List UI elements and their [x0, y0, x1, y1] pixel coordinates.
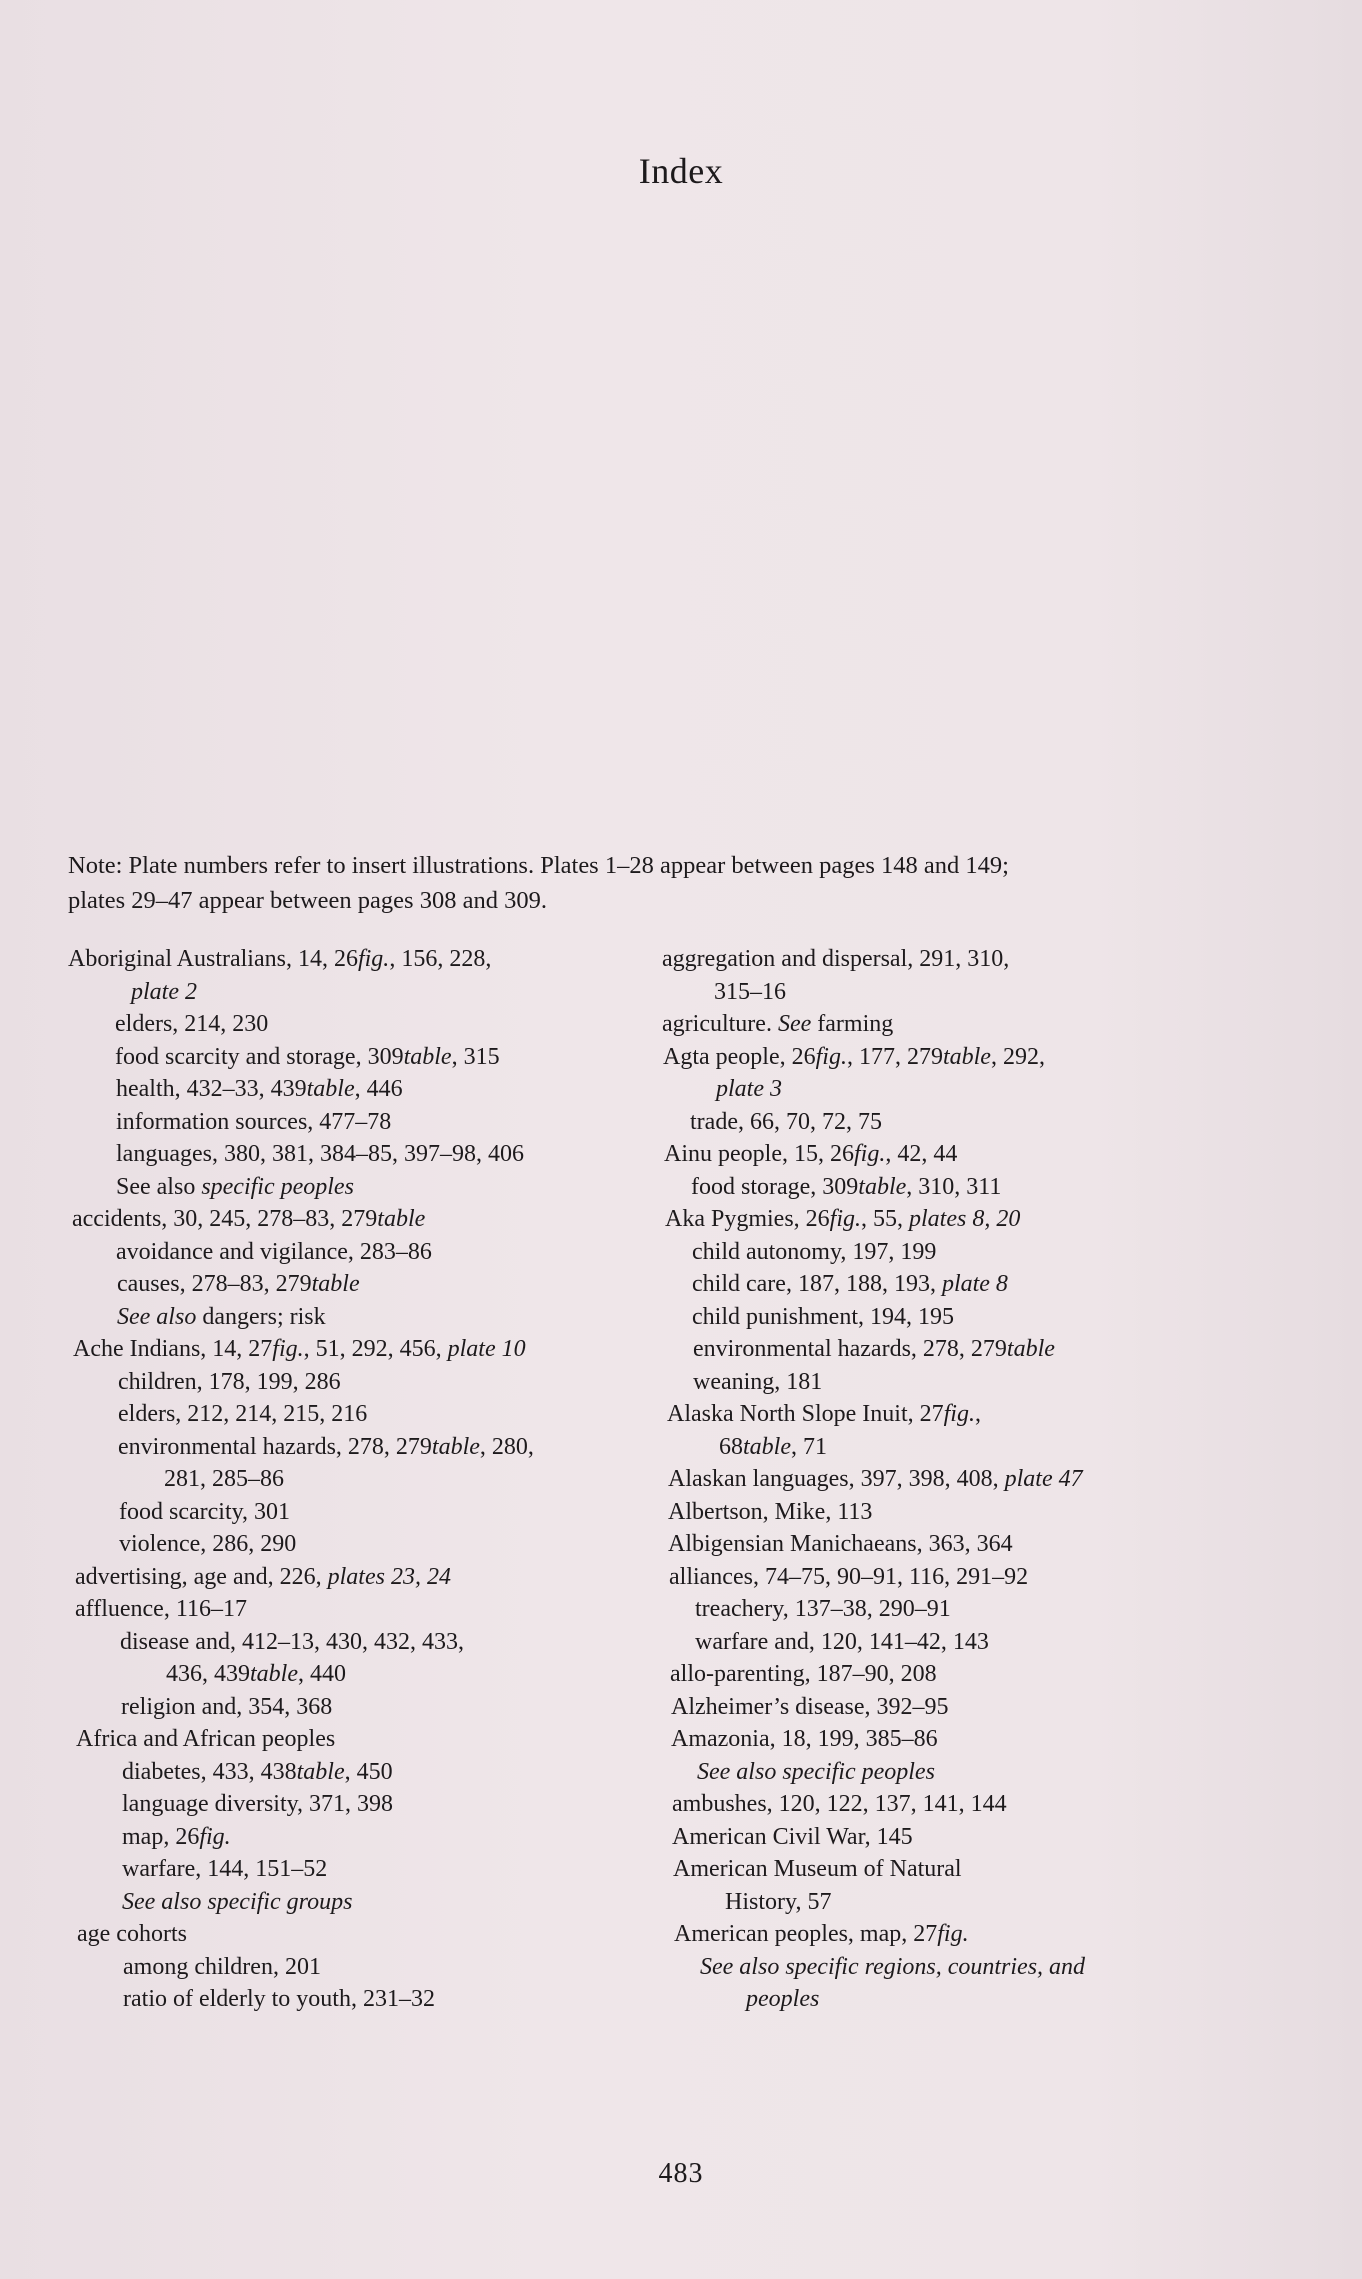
- index-entry-text: table: [250, 1661, 298, 1687]
- index-entry-text: plate 47: [1004, 1466, 1083, 1492]
- index-entry: [662, 943, 1302, 976]
- index-entry: [68, 1593, 668, 1626]
- index-entry-text: Aka Pygmies, 26: [665, 1206, 830, 1232]
- index-entry: [68, 1658, 668, 1691]
- index-entry-text: food scarcity and storage, 309: [115, 1043, 404, 1070]
- index-entry-text: Ache Indians, 14, 27: [73, 1336, 273, 1362]
- index-entry-text: causes, 278–83, 279: [117, 1271, 312, 1297]
- index-entry-text: fig.: [272, 1336, 304, 1362]
- index-entry: [68, 1268, 668, 1301]
- index-entry: [68, 943, 668, 976]
- index-entry-text: ratio of elderly to youth, 231–32: [123, 1986, 435, 2012]
- index-entry-text: specific peoples: [201, 1173, 354, 1200]
- index-entry-text: child punishment, 194, 195: [692, 1303, 954, 1330]
- index-entry-text: disease and, 412–13, 430, 432, 433,: [120, 1628, 464, 1655]
- index-entry-text: fig.: [829, 1206, 862, 1232]
- index-entry-text: child care, 187, 188, 193,: [692, 1271, 942, 1297]
- index-entry: [662, 1171, 1302, 1204]
- index-entry-text: trade, 66, 70, 72, 75: [690, 1108, 882, 1135]
- index-entry-text: treachery, 137–38, 290–91: [695, 1596, 951, 1622]
- index-entry: [68, 1983, 668, 2016]
- index-entry-text: health, 432–33, 439: [116, 1076, 307, 1102]
- index-entry: [662, 976, 1302, 1009]
- index-entry-text: table: [431, 1433, 480, 1460]
- index-entry: [68, 1138, 668, 1171]
- index-entry: [662, 1333, 1302, 1366]
- index-entry-text: alliances, 74–75, 90–91, 116, 291–92: [669, 1563, 1029, 1590]
- page-title: Index: [638, 151, 724, 191]
- index-entry-text: table: [296, 1758, 345, 1785]
- index-entry-text: History, 57: [725, 1888, 832, 1915]
- index-entry-text: fig.: [943, 1401, 975, 1427]
- index-entry: [662, 1983, 1302, 2016]
- page-number: 483: [658, 2158, 704, 2189]
- index-entry-text: table: [1006, 1336, 1055, 1362]
- index-entry: [68, 1431, 668, 1464]
- index-entry: [662, 1041, 1302, 1074]
- index-entry-text: , 315: [451, 1043, 500, 1070]
- index-entry-text: , 280,: [479, 1433, 534, 1460]
- index-entry: [68, 1041, 668, 1074]
- index-entry: [662, 1203, 1302, 1236]
- index-entry-text: , 156, 228,: [389, 946, 492, 972]
- index-entry-text: Alaska North Slope Inuit, 27: [667, 1401, 944, 1427]
- index-entry-text: table: [377, 1206, 426, 1232]
- index-entry: [662, 1918, 1302, 1951]
- index-entry-text: plate 10: [447, 1336, 526, 1362]
- index-entry: [68, 976, 668, 1009]
- index-entry-text: Alaskan languages, 397, 398, 408,: [668, 1466, 1005, 1492]
- index-entry-text: , 440: [298, 1661, 346, 1687]
- index-entry: [68, 1203, 668, 1236]
- index-entry-text: See: [777, 1011, 812, 1037]
- index-entry-text: elders, 212, 214, 215, 216: [118, 1401, 368, 1427]
- index-entry-text: information sources, 477–78: [116, 1108, 392, 1135]
- index-entry: [68, 1008, 668, 1041]
- index-entry-text: advertising, age and, 226,: [75, 1563, 328, 1590]
- index-entry: [662, 1723, 1302, 1756]
- index-entry-text: children, 178, 199, 286: [118, 1368, 341, 1395]
- index-entry-text: Agta people, 26: [663, 1043, 816, 1070]
- index-entry-text: environmental hazards, 278, 279: [118, 1433, 432, 1460]
- index-entry-text: aggregation and dispersal, 291, 310,: [662, 946, 1010, 972]
- index-entry-text: peoples: [746, 1986, 820, 2012]
- index-entry-text: allo-parenting, 187–90, 208: [670, 1661, 937, 1687]
- index-entry-text: fig.: [815, 1043, 847, 1070]
- index-entry: [68, 1171, 668, 1204]
- index-entry: [662, 1626, 1302, 1659]
- index-entry-text: plate 3: [716, 1076, 782, 1102]
- index-entry-text: agriculture.: [662, 1011, 778, 1037]
- index-entry: [662, 1008, 1302, 1041]
- index-entry: [662, 1268, 1302, 1301]
- index-entry: [68, 1496, 668, 1529]
- index-entry-text: religion and, 354, 368: [121, 1693, 333, 1720]
- index-entry-text: ,: [974, 1401, 981, 1427]
- index-entry-text: fig.: [199, 1823, 231, 1850]
- index-entry-text: Alzheimer’s disease, 392–95: [671, 1693, 949, 1720]
- index-entry-text: See also specific peoples: [697, 1758, 935, 1785]
- note-line: Note: Plate numbers refer to insert illustrations. Plates 1–28 appear between pages 148 and 149;: [68, 852, 1009, 879]
- index-entry: [68, 1398, 668, 1431]
- index-column-left: [68, 943, 668, 2016]
- index-entry: [662, 1528, 1302, 1561]
- index-entry-text: avoidance and vigilance, 283–86: [116, 1238, 432, 1265]
- index-entry-text: plates 23, 24: [327, 1563, 451, 1590]
- index-entry: [662, 1496, 1302, 1529]
- index-entry-text: warfare, 144, 151–52: [122, 1856, 328, 1882]
- index-entry: [662, 1658, 1302, 1691]
- index-entry: [662, 1431, 1302, 1464]
- index-entry-text: 281, 285–86: [164, 1466, 284, 1492]
- index-entry: [662, 1366, 1302, 1399]
- index-entry-text: map, 26: [122, 1823, 200, 1850]
- index-entry: [68, 1723, 668, 1756]
- index-entry-text: child autonomy, 197, 199: [692, 1238, 937, 1265]
- index-entry-text: warfare and, 120, 141–42, 143: [695, 1628, 989, 1655]
- index-entry-text: plate 8: [941, 1271, 1008, 1297]
- index-entry: [662, 1398, 1302, 1431]
- index-entry-text: , 55,: [861, 1206, 910, 1232]
- index-entry-text: American Museum of Natural: [673, 1856, 962, 1882]
- index-entry: [68, 1951, 668, 1984]
- note-line: plates 29–47 appear between pages 308 and 309.: [68, 887, 547, 914]
- index-entry: [68, 1756, 668, 1789]
- index-entry-text: farming: [811, 1011, 894, 1037]
- index-entry: [68, 1821, 668, 1854]
- index-entry: [68, 1561, 668, 1594]
- index-entry-text: weaning, 181: [693, 1368, 823, 1395]
- index-entry-text: plates 8, 20: [909, 1206, 1021, 1232]
- index-entry: [68, 1073, 668, 1106]
- index-entry: [662, 1756, 1302, 1789]
- index-entry-text: , 177, 279: [846, 1043, 943, 1070]
- index-entry: [662, 1301, 1302, 1334]
- index-entry-text: violence, 286, 290: [119, 1531, 297, 1557]
- index-entry-text: , 446: [354, 1076, 403, 1102]
- index-entry: [662, 1593, 1302, 1626]
- index-entry-text: , 310, 311: [906, 1173, 1002, 1200]
- index-entry: [68, 1691, 668, 1724]
- index-entry: [68, 1853, 668, 1886]
- index-entry: [662, 1106, 1302, 1139]
- index-entry-text: diabetes, 433, 438: [122, 1758, 297, 1785]
- index-entry-text: table: [743, 1433, 791, 1460]
- index-entry-text: environmental hazards, 278, 279: [693, 1336, 1007, 1362]
- index-entry-text: plate 2: [131, 978, 197, 1005]
- index-entry-text: See also: [116, 1173, 202, 1200]
- index-entry: [662, 1951, 1302, 1984]
- index-entry-text: , 292,: [990, 1043, 1045, 1070]
- index-entry-text: , 51, 292, 456,: [303, 1336, 448, 1362]
- index-entry-text: table: [858, 1173, 907, 1200]
- index-entry-text: Africa and African peoples: [76, 1726, 336, 1752]
- index-entry: [68, 1788, 668, 1821]
- index-entry-text: See also specific regions, countries, and: [700, 1953, 1086, 1980]
- index-entry: [662, 1073, 1302, 1106]
- index-entry-text: affluence, 116–17: [75, 1596, 247, 1622]
- index-entry: [68, 1236, 668, 1269]
- index-entry-text: , 450: [344, 1758, 393, 1785]
- index-entry: [68, 1463, 668, 1496]
- index-entry-text: Amazonia, 18, 199, 385–86: [671, 1726, 938, 1752]
- index-entry-text: elders, 214, 230: [115, 1011, 269, 1037]
- index-entry: [68, 1528, 668, 1561]
- index-entry-text: Albertson, Mike, 113: [668, 1498, 873, 1525]
- index-entry-text: See also specific groups: [122, 1888, 353, 1915]
- index-entry-text: fig.: [853, 1141, 886, 1167]
- index-entry-text: accidents, 30, 245, 278–83, 279: [72, 1206, 378, 1232]
- index-entry-text: 315–16: [714, 978, 786, 1005]
- index-entry-text: table: [311, 1271, 360, 1297]
- index-entry-text: Aboriginal Australians, 14, 26: [68, 946, 358, 972]
- index-entry-text: ambushes, 120, 122, 137, 141, 144: [672, 1791, 1007, 1817]
- index-entry-text: fig.: [357, 946, 390, 972]
- index-entry: [662, 1691, 1302, 1724]
- index-entry-text: , 42, 44: [885, 1141, 958, 1167]
- index-note: [68, 848, 1318, 918]
- index-entry-text: , 71: [791, 1433, 827, 1460]
- index-entry-text: language diversity, 371, 398: [122, 1791, 394, 1817]
- index-entry: [662, 1788, 1302, 1821]
- index-entry: [68, 1366, 668, 1399]
- index-entry-text: See also: [117, 1303, 197, 1330]
- index-entry-text: table: [942, 1043, 991, 1070]
- index-entry: [68, 1918, 668, 1951]
- index-entry-text: food scarcity, 301: [119, 1498, 291, 1525]
- index-entry-text: age cohorts: [77, 1921, 187, 1947]
- index-entry: [68, 1333, 668, 1366]
- index-entry: [68, 1886, 668, 1919]
- index-entry: [662, 1561, 1302, 1594]
- index-entry-text: food storage, 309: [691, 1173, 859, 1200]
- index-entry-text: table: [403, 1043, 452, 1070]
- index-entry-text: 68: [719, 1433, 743, 1460]
- index-entry: [662, 1138, 1302, 1171]
- index-entry: [68, 1626, 668, 1659]
- index-entry-text: fig.: [937, 1921, 969, 1947]
- index-entry-text: American peoples, map, 27: [674, 1921, 938, 1947]
- index-entry-text: 436, 439: [166, 1661, 250, 1687]
- index-entry: [662, 1463, 1302, 1496]
- index-entry-text: dangers; risk: [196, 1303, 326, 1330]
- index-entry: [662, 1853, 1302, 1886]
- index-column-right: [662, 943, 1302, 2016]
- index-entry: [662, 1886, 1302, 1919]
- index-entry-text: languages, 380, 381, 384–85, 397–98, 406: [116, 1141, 524, 1167]
- index-entry-text: Albigensian Manichaeans, 363, 364: [668, 1531, 1013, 1557]
- index-entry: [68, 1301, 668, 1334]
- index-entry-text: table: [306, 1076, 355, 1102]
- index-entry-text: among children, 201: [123, 1953, 321, 1980]
- index-entry-text: Ainu people, 15, 26: [664, 1141, 854, 1167]
- index-entry: [662, 1821, 1302, 1854]
- index-entry-text: American Civil War, 145: [672, 1823, 913, 1850]
- index-entry: [68, 1106, 668, 1139]
- index-entry: [662, 1236, 1302, 1269]
